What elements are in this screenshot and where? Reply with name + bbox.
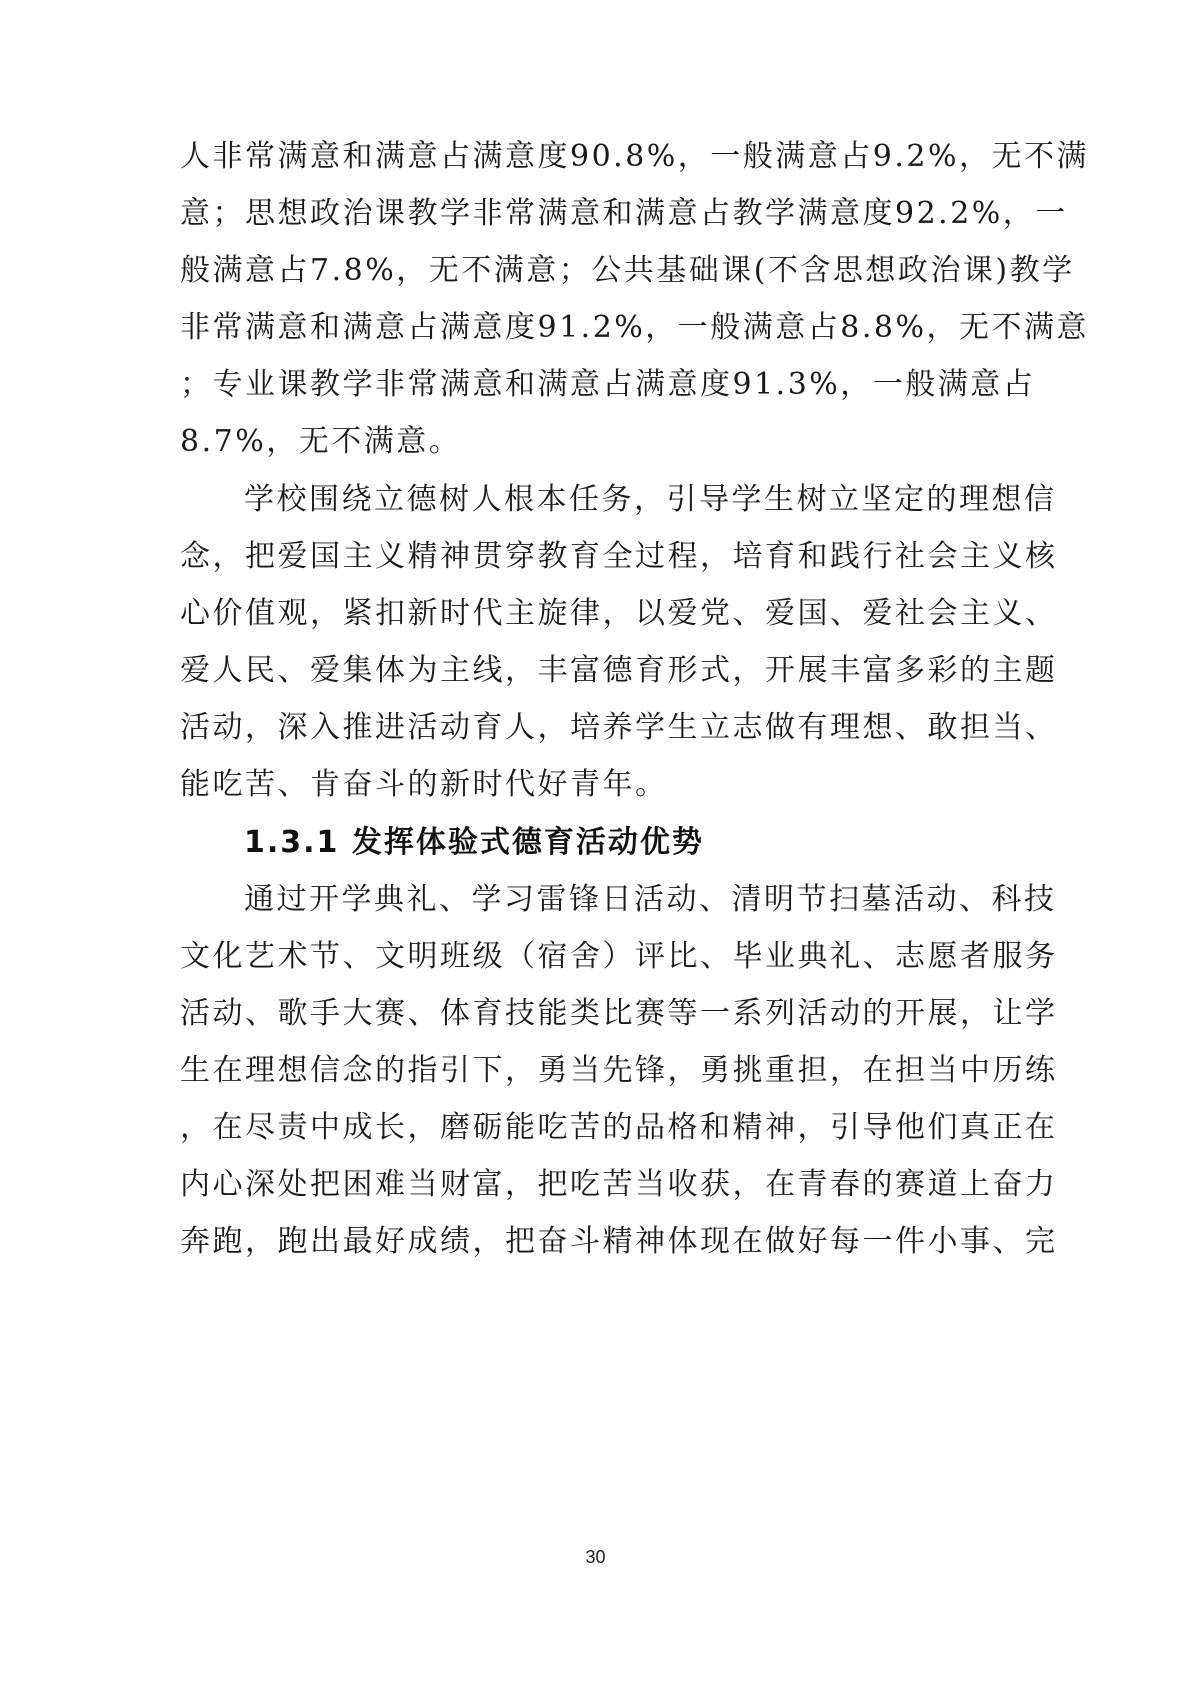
text-line: 内心深处把困难当财富，把吃苦当收获，在青春的赛道上奋力: [180, 1167, 1058, 1202]
text-line: ，在尽责中成长，磨砺能吃苦的品格和精神，引导他们真正在: [180, 1110, 1058, 1145]
text-line: ；专业课教学非常满意和满意占满意度91.3%，一般满意占: [180, 367, 1036, 402]
text-line: 通过开学典礼、学习雷锋日活动、清明节扫墓活动、科技: [244, 882, 1057, 917]
text-line: 非常满意和满意占满意度91.2%，一般满意占8.8%，无不满意: [180, 310, 1090, 345]
text-line: 爱人民、爱集体为主线，丰富德育形式，开展丰富多彩的主题: [180, 653, 1058, 688]
text-line: 念，把爱国主义精神贯穿教育全过程，培育和践行社会主义核: [180, 539, 1058, 574]
text-line: 8.7%，无不满意。: [180, 424, 462, 459]
page-number: 30: [585, 1547, 606, 1567]
text-line: 学校围绕立德树人根本任务，引导学生树立坚定的理想信: [244, 482, 1057, 517]
text-line: 生在理想信念的指引下，勇当先锋，勇挑重担，在担当中历练: [180, 1053, 1058, 1088]
text-line: 心价值观，紧扣新时代主旋律，以爱党、爱国、爱社会主义、: [180, 596, 1058, 631]
text-line: 能吃苦、肯奋斗的新时代好青年。: [180, 767, 668, 802]
text-line: 奔跑，跑出最好成绩，把奋斗精神体现在做好每一件小事、完: [180, 1224, 1058, 1259]
text-line: 活动、歌手大赛、体育技能类比赛等一系列活动的开展，让学: [180, 996, 1058, 1031]
text-line: 活动，深入推进活动育人，培养学生立志做有理想、敢担当、: [180, 710, 1058, 745]
text-line: 文化艺术节、文明班级（宿舍）评比、毕业典礼、志愿者服务: [180, 939, 1058, 974]
section-heading: 1.3.1 发挥体验式德育活动优势: [244, 825, 704, 860]
text-line: 意；思想政治课教学非常满意和满意占教学满意度92.2%，一: [180, 196, 1068, 231]
text-line: 人非常满意和满意占满意度90.8%，一般满意占9.2%，无不满: [180, 139, 1090, 174]
text-line: 般满意占7.8%，无不满意；公共基础课(不含思想政治课)教学: [180, 253, 1075, 288]
